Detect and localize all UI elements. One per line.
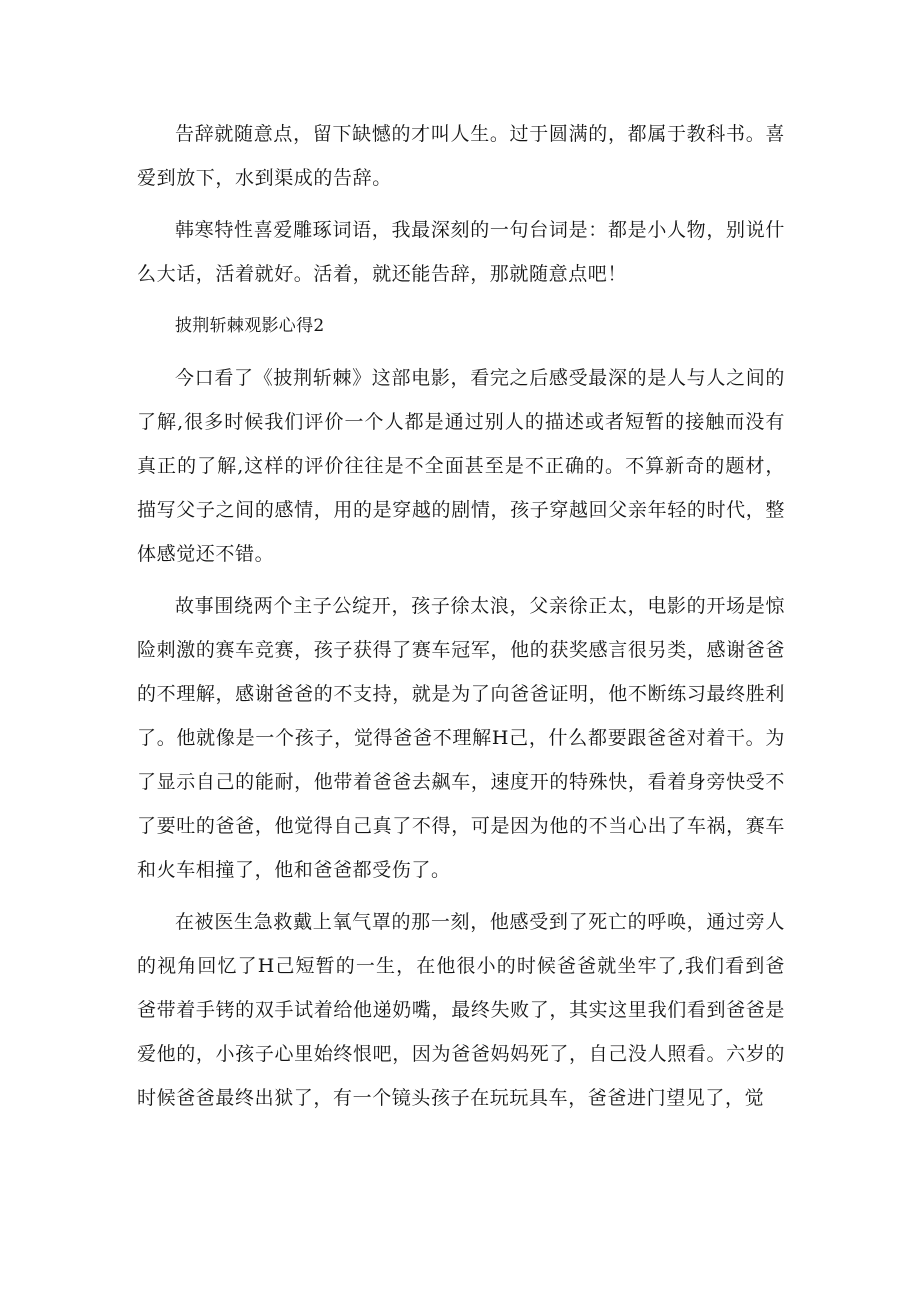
- section-title: 披荆斩棘观影心得2: [175, 316, 325, 336]
- document-body: [137, 112, 785, 1128]
- paragraph: 今口看了《披荆斩棘》这部电影，看完之后感受最深的是人与人之间的了解,很多时候我们评价一个人都是通过别人的描述或者短暂的接触而没有真正的了解,这样的评价往往是不全面甚至是不正确的。不算新奇的题材，描写父子之间的感情，用的是穿越的剧情，孩子穿越回父亲年轻的时代，整体感觉还不错。: [137, 367, 785, 565]
- paragraph: 韩寒特性喜爱雕琢词语，我最深刻的一句台词是：都是小人物，别说什么大话，活着就好。活着，就还能告辞，那就随意点吧！: [137, 219, 785, 285]
- paragraph: 故事围绕两个主子公绽开，孩子徐太浪，父亲徐正太，电影的开场是惊险刺激的赛车竞赛，孩子获得了赛车冠军，他的获奖感言很另类，感谢爸爸的不理解，感谢爸爸的不支持，就是为了向爸爸证明，他不断练习最终胜利了。他就像是一个孩子，觉得爸爸不理解H己，什么都要跟爸爸对着干。为了显示自己的能耐，他带着爸爸去飙车，速度开的特殊快，看着身旁快受不了要吐的爸爸，他觉得自己真了不得，可是因为他的不当心出了车祸，赛车和火车相撞了，他和爸爸都受伤了。: [137, 595, 785, 881]
- paragraph: 告辞就随意点，留下缺憾的才叫人生。过于圆满的，都属于教科书。喜爱到放下，水到渠成的告辞。: [137, 123, 785, 189]
- paragraph: 在被医生急救戴上氧气罩的那一刻，他感受到了死亡的呼唤，通过旁人的视角回忆了H己短暂的一生，在他很小的时候爸爸就坐牢了,我们看到爸爸带着手铐的双手试着给他递奶嘴，最终失败了，其实这里我们看到爸爸是爱他的，小孩子心里始终恨吧，因为爸爸妈妈死了，自己没人照看。六岁的时候爸爸最终出狱了，有一个镜头孩子在玩玩具车，爸爸进门望见了，觉: [137, 911, 785, 1109]
